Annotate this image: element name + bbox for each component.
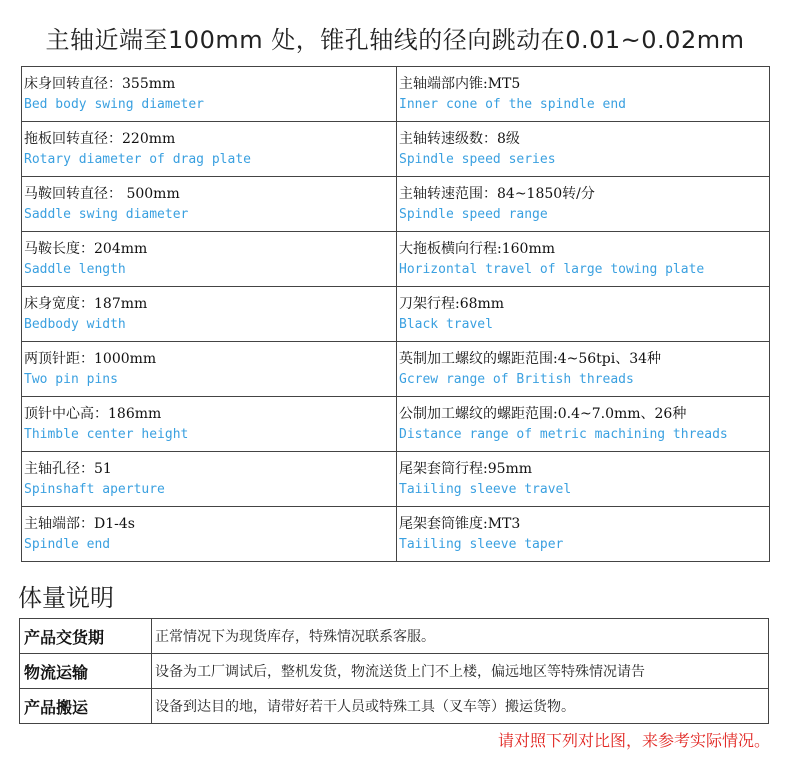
spec-label-en: Gcrew range of British threads: [399, 371, 634, 387]
spec-label-cn: 主轴端部：D1-4s: [24, 515, 135, 532]
spec-label-cn: 主轴转速级数：8级: [399, 130, 520, 147]
info-label: 产品搬运: [20, 689, 152, 724]
spec-label-cn: 顶针中心高：186mm: [24, 405, 162, 422]
spec-row: [22, 452, 770, 507]
spec-label-en: Two pin pins: [24, 371, 118, 387]
spec-row: [22, 122, 770, 177]
spec-label-cn: 英制加工螺纹的螺距范围:4~56tpi、34种: [399, 350, 662, 367]
info-label: 物流运输: [20, 654, 152, 689]
spec-cell-right: [397, 342, 770, 397]
spec-label-cn: 马鞍长度：204mm: [24, 240, 148, 257]
spec-label-en: Taiiling sleeve travel: [399, 481, 572, 497]
spec-label-en: Saddle length: [24, 261, 126, 277]
spec-label-cn: 两顶针距：1000mm: [24, 350, 157, 367]
info-value: 正常情况下为现货库存，特殊情况联系客服。: [152, 619, 769, 654]
spec-row: [22, 507, 770, 562]
spec-label-en: Rotary diameter of drag plate: [24, 151, 251, 167]
spec-label-en: Thimble center height: [24, 426, 189, 442]
spec-label-cn: 床身宽度：187mm: [24, 295, 148, 312]
spec-cell-left: [22, 342, 397, 397]
spec-row: [22, 342, 770, 397]
spec-cell-right: [397, 67, 770, 122]
spec-cell-right: [397, 177, 770, 232]
spec-cell-left: [22, 232, 397, 287]
note-text: 请对照下列对比图，来参考实际情况。: [497, 731, 770, 750]
spec-table: [21, 66, 770, 562]
spec-row: [22, 397, 770, 452]
spec-label-cn: 主轴孔径：51: [24, 460, 112, 477]
info-value: 设备为工厂调试后，整机发货，物流送货上门不上楼，偏远地区等特殊情况请告: [152, 654, 769, 689]
spec-label-cn: 主轴转速范围：84~1850转/分: [399, 185, 595, 202]
spec-label-en: Distance range of metric machining threads: [399, 426, 728, 442]
spec-label-cn: 马鞍回转直径： 500mm: [24, 185, 180, 202]
spec-cell-left: [22, 397, 397, 452]
spec-label-en: Inner cone of the spindle end: [399, 96, 626, 112]
spec-label-en: Saddle swing diameter: [24, 206, 189, 222]
spec-cell-left: [22, 67, 397, 122]
info-row: [20, 689, 769, 724]
spec-cell-right: [397, 232, 770, 287]
spec-label-cn: 尾架套筒行程:95mm: [399, 460, 533, 477]
info-row: [20, 654, 769, 689]
headline: 主轴近端至100mm 处，锥孔轴线的径向跳动在0.01~0.02mm: [45, 26, 745, 54]
spec-row: [22, 232, 770, 287]
spec-cell-left: [22, 507, 397, 562]
spec-label-en: Spinshaft aperture: [24, 481, 165, 497]
spec-label-cn: 尾架套筒锥度:MT3: [399, 515, 521, 532]
spec-label-cn: 刀架行程:68mm: [399, 295, 505, 312]
section-title: 体量说明: [18, 584, 114, 612]
spec-label-en: Taiiling sleeve taper: [399, 536, 564, 552]
spec-cell-right: [397, 507, 770, 562]
spec-label-en: Spindle end: [24, 536, 111, 552]
spec-label-en: Spindle speed series: [399, 151, 556, 167]
spec-cell-left: [22, 177, 397, 232]
spec-cell-right: [397, 122, 770, 177]
spec-label-en: Bedbody width: [24, 316, 126, 332]
info-value: 设备到达目的地，请带好若干人员或特殊工具（叉车等）搬运货物。: [152, 689, 769, 724]
spec-label-cn: 大拖板横向行程:160mm: [399, 240, 555, 257]
info-table: [19, 618, 769, 724]
spec-label-en: Black travel: [399, 316, 493, 332]
spec-row: [22, 67, 770, 122]
info-label: 产品交货期: [20, 619, 152, 654]
spec-row: [22, 287, 770, 342]
spec-label-en: Bed body swing diameter: [24, 96, 205, 112]
spec-label-cn: 公制加工螺纹的螺距范围:0.4~7.0mm、26种: [399, 405, 687, 422]
spec-cell-right: [397, 452, 770, 507]
spec-label-cn: 床身回转直径：355mm: [24, 75, 176, 92]
spec-cell-right: [397, 287, 770, 342]
spec-cell-left: [22, 122, 397, 177]
spec-cell-left: [22, 287, 397, 342]
spec-label-en: Spindle speed range: [399, 206, 548, 222]
spec-label-cn: 拖板回转直径：220mm: [24, 130, 176, 147]
spec-row: [22, 177, 770, 232]
spec-cell-right: [397, 397, 770, 452]
info-row: [20, 619, 769, 654]
spec-cell-left: [22, 452, 397, 507]
spec-label-en: Horizontal travel of large towing plate: [399, 261, 705, 277]
spec-label-cn: 主轴端部内锥:MT5: [399, 75, 521, 92]
